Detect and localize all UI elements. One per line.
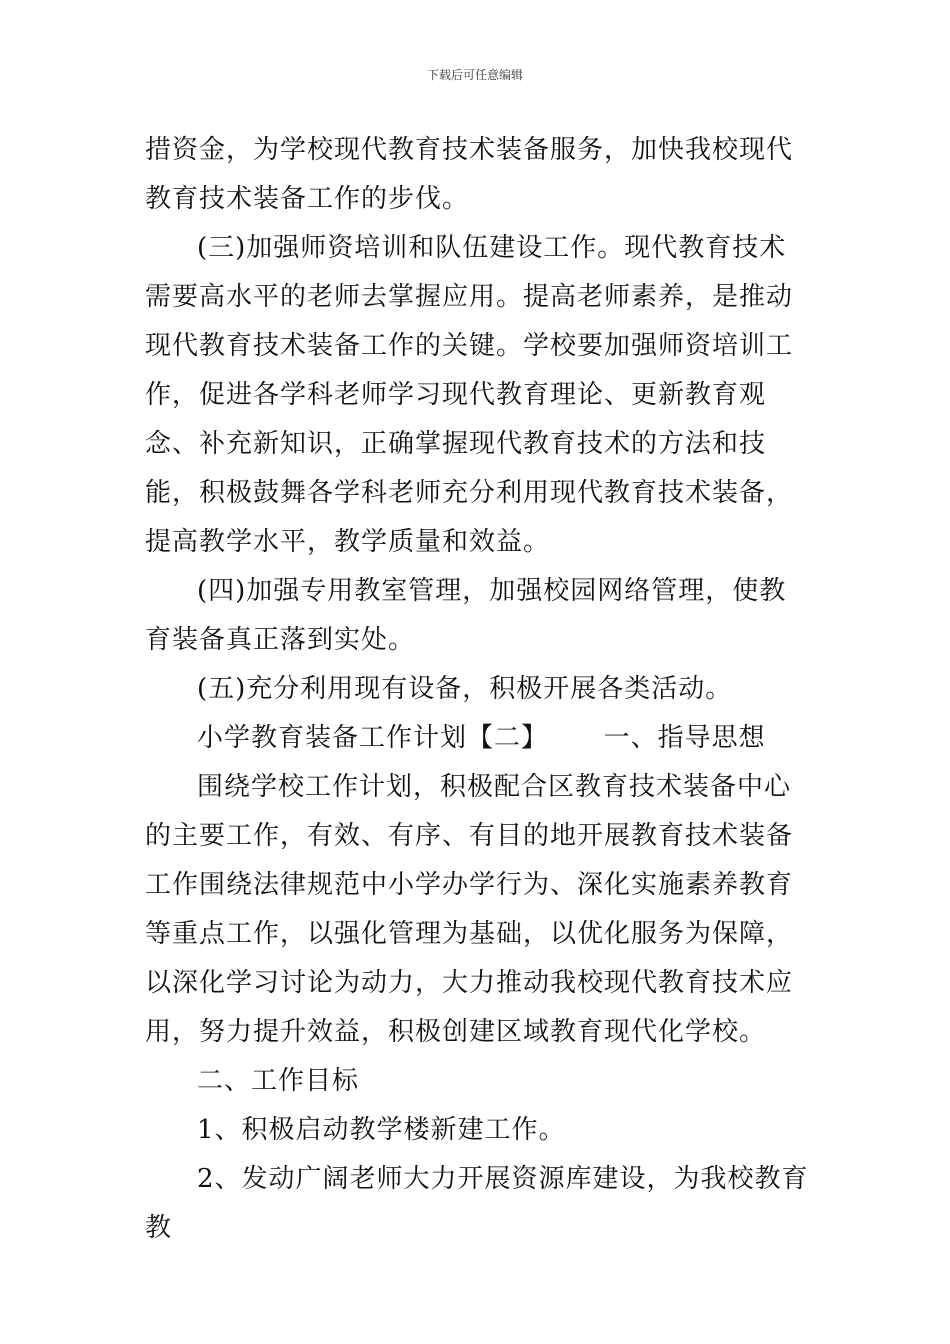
list-item-goal-2: 2、发动广阔老师大力开展资源库建设，为我校教育教 (145, 1164, 809, 1243)
heading-work-goals: 二、工作目标 (197, 1066, 360, 1096)
paragraph-section-three: (三)加强师资培训和队伍建设工作。现代教育技术需要高水平的老师去掌握应用。提高老师素养，是推动现代教育技术装备工作的关键。学校要加强师资培训工作，促进各学科老师学习现代教育理论、更新教育观念、补充新知识，正确掌握现代教育技术的方法和技能，积极鼓舞各学科老师充分利用现代教育技术装备，提高教学水平，教学质量和效益。 (145, 233, 794, 557)
header-note: 下载后可任意编辑 (426, 68, 523, 82)
paragraph-continuation: 措资金，为学校现代教育技术装备服务，加快我校现代教育技术装备工作的步伐。 (145, 135, 794, 214)
document-body (145, 126, 809, 1253)
heading-plan-two: 小学教育装备工作计划【二】 一、指导思想 (197, 723, 766, 753)
paragraph-section-four: (四)加强专用教室管理，加强校园网络管理，使教育装备真正落到实处。 (145, 576, 787, 655)
paragraph-guiding-thought: 围绕学校工作计划，积极配合区教育技术装备中心的主要工作，有效、有序、有目的地开展教育技术装备工作围绕法律规范中小学办学行为、深化实施素养教育等重点工作，以强化管理为基础，以优化服务为保障，以深化学习讨论为动力，大力推动我校现代教育技术应用，努力提升效益，积极创建区域教育现代化学校。 (145, 772, 794, 1047)
list-item-goal-1: 1、积极启动教学楼新建工作。 (197, 1115, 566, 1145)
paragraph-section-five: (五)充分利用现有设备，积极开展各类活动。 (197, 674, 733, 704)
